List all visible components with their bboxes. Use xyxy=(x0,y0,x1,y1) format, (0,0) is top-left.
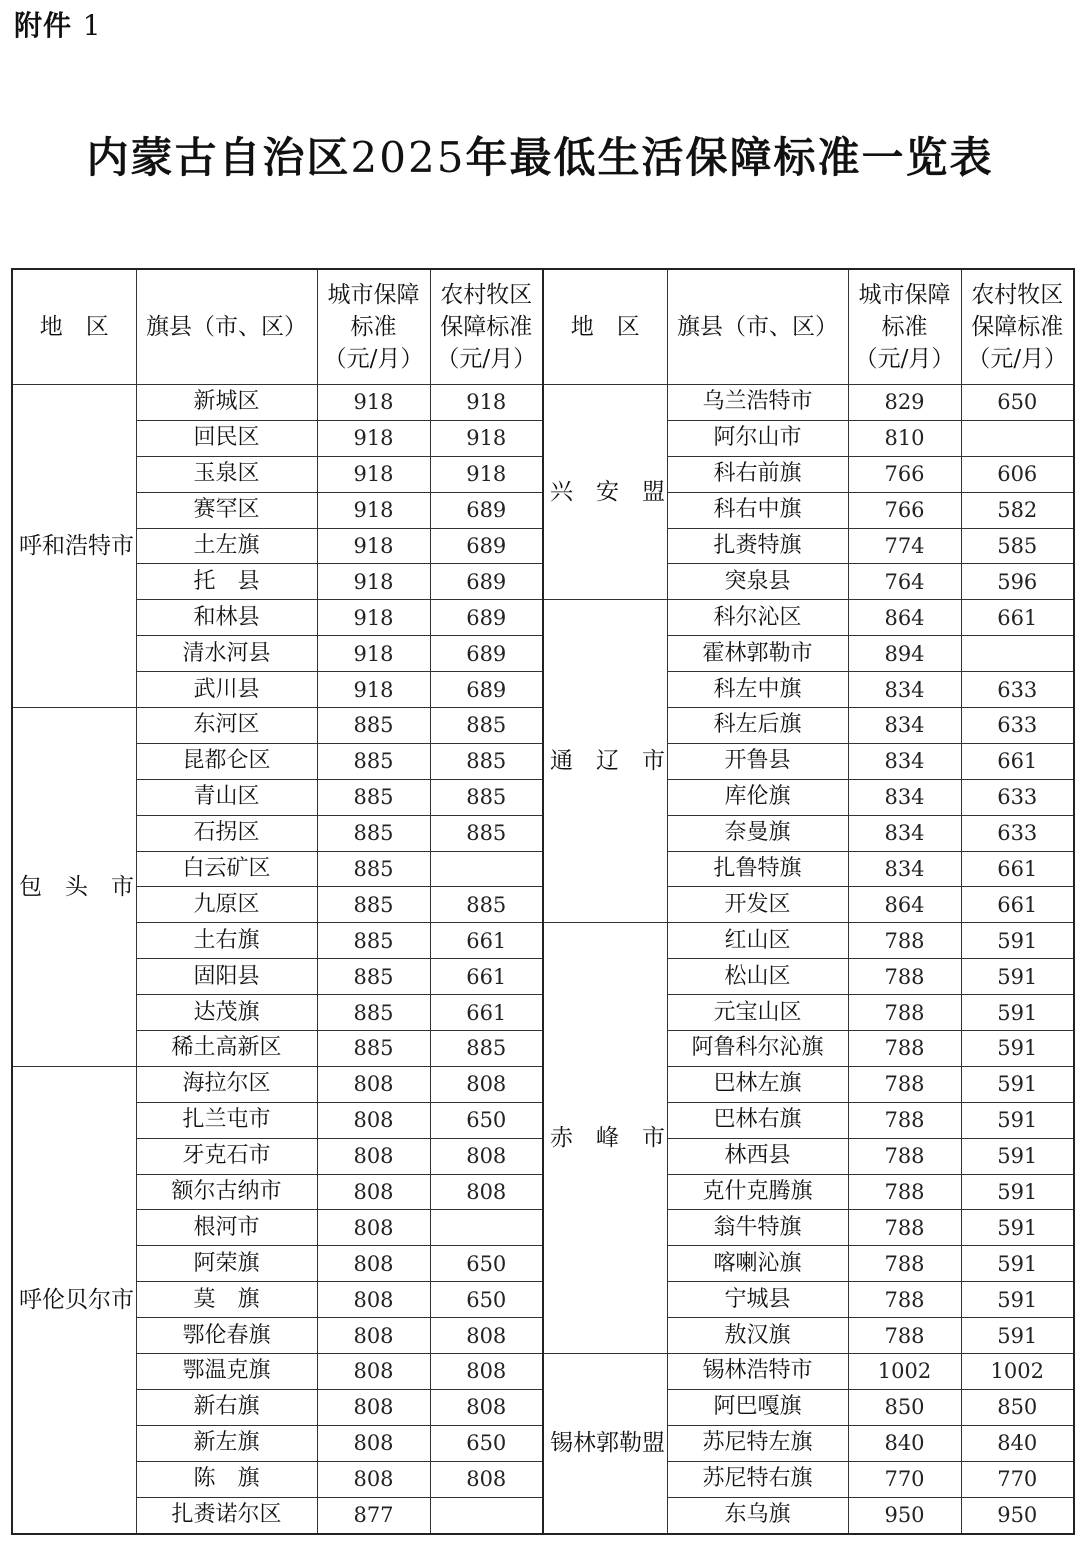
rural-standard-cell: 661 xyxy=(961,600,1074,636)
county-cell: 松山区 xyxy=(667,959,848,995)
county-cell: 巴林右旗 xyxy=(667,1102,848,1138)
urban-standard-cell: 808 xyxy=(317,1174,430,1210)
county-cell: 固阳县 xyxy=(136,959,317,995)
urban-standard-cell: 808 xyxy=(317,1138,430,1174)
rural-standard-cell: 808 xyxy=(430,1354,543,1390)
urban-standard-cell: 918 xyxy=(317,600,430,636)
urban-standard-cell: 788 xyxy=(848,1066,961,1102)
urban-standard-cell: 808 xyxy=(317,1210,430,1246)
urban-standard-cell: 770 xyxy=(848,1461,961,1497)
urban-standard-cell: 885 xyxy=(317,851,430,887)
rural-standard-cell: 808 xyxy=(430,1138,543,1174)
rural-standard-cell: 885 xyxy=(430,815,543,851)
table-row xyxy=(12,385,1074,421)
rural-standard-cell: 633 xyxy=(961,779,1074,815)
urban-standard-cell: 918 xyxy=(317,528,430,564)
rural-standard-cell: 885 xyxy=(430,708,543,744)
county-cell: 阿鲁科尔沁旗 xyxy=(667,1031,848,1067)
county-cell: 土右旗 xyxy=(136,923,317,959)
urban-standard-cell: 918 xyxy=(317,385,430,421)
county-cell: 开发区 xyxy=(667,887,848,923)
urban-standard-cell: 864 xyxy=(848,600,961,636)
county-cell: 巴林左旗 xyxy=(667,1066,848,1102)
rural-standard-cell: 591 xyxy=(961,959,1074,995)
urban-standard-cell: 885 xyxy=(317,1031,430,1067)
county-cell: 达茂旗 xyxy=(136,995,317,1031)
rural-standard-cell: 650 xyxy=(961,385,1074,421)
county-cell: 锡林浩特市 xyxy=(667,1354,848,1390)
region-cell: 呼和浩特市 xyxy=(12,385,136,708)
county-cell: 科左中旗 xyxy=(667,672,848,708)
rural-standard-cell: 950 xyxy=(961,1497,1074,1533)
rural-standard-cell: 840 xyxy=(961,1425,1074,1461)
table-row xyxy=(12,1354,1074,1390)
rural-standard-cell: 689 xyxy=(430,528,543,564)
rural-standard-cell: 591 xyxy=(961,1246,1074,1282)
urban-standard-cell: 788 xyxy=(848,1210,961,1246)
county-cell: 托 县 xyxy=(136,564,317,600)
county-cell: 和林县 xyxy=(136,600,317,636)
rural-standard-cell: 918 xyxy=(430,456,543,492)
county-cell: 扎鲁特旗 xyxy=(667,851,848,887)
rural-standard-cell: 633 xyxy=(961,708,1074,744)
urban-standard-cell: 766 xyxy=(848,456,961,492)
urban-standard-cell: 788 xyxy=(848,923,961,959)
urban-standard-cell: 788 xyxy=(848,1138,961,1174)
county-cell: 扎赉诺尔区 xyxy=(136,1497,317,1533)
county-cell: 开鲁县 xyxy=(667,743,848,779)
rural-standard-cell: 661 xyxy=(430,959,543,995)
header-urban-right: 城市保障 标准 （元/月） xyxy=(848,269,961,385)
rural-standard-cell: 661 xyxy=(430,923,543,959)
rural-standard-cell xyxy=(961,420,1074,456)
header-rural-right: 农村牧区 保障标准 （元/月） xyxy=(961,269,1074,385)
county-cell: 扎兰屯市 xyxy=(136,1102,317,1138)
county-cell: 土左旗 xyxy=(136,528,317,564)
county-cell: 新城区 xyxy=(136,385,317,421)
county-cell: 宁城县 xyxy=(667,1282,848,1318)
county-cell: 新右旗 xyxy=(136,1389,317,1425)
rural-standard-cell: 689 xyxy=(430,672,543,708)
urban-standard-cell: 808 xyxy=(317,1318,430,1354)
county-cell: 鄂温克旗 xyxy=(136,1354,317,1390)
urban-standard-cell: 829 xyxy=(848,385,961,421)
urban-standard-cell: 885 xyxy=(317,887,430,923)
header-county-left: 旗县（市、区） xyxy=(136,269,317,385)
region-cell: 包 头 市 xyxy=(12,708,136,1067)
county-cell: 科右前旗 xyxy=(667,456,848,492)
header-county-right: 旗县（市、区） xyxy=(667,269,848,385)
rural-standard-cell: 591 xyxy=(961,1102,1074,1138)
rural-standard-cell: 885 xyxy=(430,779,543,815)
county-cell: 霍林郭勒市 xyxy=(667,636,848,672)
urban-standard-cell: 894 xyxy=(848,636,961,672)
urban-standard-cell: 885 xyxy=(317,815,430,851)
county-cell: 根河市 xyxy=(136,1210,317,1246)
county-cell: 喀喇沁旗 xyxy=(667,1246,848,1282)
rural-standard-cell: 885 xyxy=(430,887,543,923)
rural-standard-cell: 591 xyxy=(961,1282,1074,1318)
rural-standard-cell: 885 xyxy=(430,743,543,779)
table-row xyxy=(12,600,1074,636)
rural-standard-cell: 808 xyxy=(430,1461,543,1497)
urban-standard-cell: 885 xyxy=(317,923,430,959)
rural-standard-cell: 1002 xyxy=(961,1354,1074,1390)
county-cell: 玉泉区 xyxy=(136,456,317,492)
rural-standard-cell: 591 xyxy=(961,1318,1074,1354)
rural-standard-cell: 885 xyxy=(430,1031,543,1067)
urban-standard-cell: 850 xyxy=(848,1389,961,1425)
urban-standard-cell: 810 xyxy=(848,420,961,456)
header-rural-left: 农村牧区 保障标准 （元/月） xyxy=(430,269,543,385)
rural-standard-cell: 591 xyxy=(961,1210,1074,1246)
urban-standard-cell: 885 xyxy=(317,959,430,995)
rural-standard-cell: 650 xyxy=(430,1102,543,1138)
rural-standard-cell: 808 xyxy=(430,1389,543,1425)
county-cell: 东乌旗 xyxy=(667,1497,848,1533)
rural-standard-cell xyxy=(430,851,543,887)
header-region-right: 地 区 xyxy=(543,269,667,385)
rural-standard-cell xyxy=(430,1210,543,1246)
county-cell: 额尔古纳市 xyxy=(136,1174,317,1210)
rural-standard-cell: 661 xyxy=(961,851,1074,887)
attachment-label: 附件 1 xyxy=(14,9,102,42)
rural-standard-cell: 591 xyxy=(961,1031,1074,1067)
county-cell: 阿巴嘎旗 xyxy=(667,1389,848,1425)
rural-standard-cell: 770 xyxy=(961,1461,1074,1497)
rural-standard-cell: 918 xyxy=(430,420,543,456)
rural-standard-cell: 689 xyxy=(430,492,543,528)
urban-standard-cell: 808 xyxy=(317,1102,430,1138)
county-cell: 牙克石市 xyxy=(136,1138,317,1174)
rural-standard-cell: 633 xyxy=(961,815,1074,851)
county-cell: 科左后旗 xyxy=(667,708,848,744)
county-cell: 苏尼特右旗 xyxy=(667,1461,848,1497)
county-cell: 突泉县 xyxy=(667,564,848,600)
urban-standard-cell: 918 xyxy=(317,492,430,528)
region-cell: 通 辽 市 xyxy=(543,600,667,923)
urban-standard-cell: 918 xyxy=(317,456,430,492)
county-cell: 海拉尔区 xyxy=(136,1066,317,1102)
rural-standard-cell: 808 xyxy=(430,1066,543,1102)
table-row xyxy=(12,923,1074,959)
rural-standard-cell: 606 xyxy=(961,456,1074,492)
rural-standard-cell: 918 xyxy=(430,385,543,421)
urban-standard-cell: 950 xyxy=(848,1497,961,1533)
rural-standard-cell: 650 xyxy=(430,1282,543,1318)
county-cell: 鄂伦春旗 xyxy=(136,1318,317,1354)
urban-standard-cell: 808 xyxy=(317,1425,430,1461)
rural-standard-cell xyxy=(430,1497,543,1533)
county-cell: 莫 旗 xyxy=(136,1282,317,1318)
county-cell: 清水河县 xyxy=(136,636,317,672)
urban-standard-cell: 788 xyxy=(848,1102,961,1138)
county-cell: 新左旗 xyxy=(136,1425,317,1461)
urban-standard-cell: 918 xyxy=(317,420,430,456)
urban-standard-cell: 918 xyxy=(317,564,430,600)
region-cell: 兴 安 盟 xyxy=(543,385,667,600)
county-cell: 库伦旗 xyxy=(667,779,848,815)
urban-standard-cell: 918 xyxy=(317,636,430,672)
rural-standard-cell: 596 xyxy=(961,564,1074,600)
urban-standard-cell: 834 xyxy=(848,672,961,708)
urban-standard-cell: 774 xyxy=(848,528,961,564)
urban-standard-cell: 834 xyxy=(848,708,961,744)
county-cell: 林西县 xyxy=(667,1138,848,1174)
urban-standard-cell: 864 xyxy=(848,887,961,923)
county-cell: 阿荣旗 xyxy=(136,1246,317,1282)
rural-standard-cell: 591 xyxy=(961,1066,1074,1102)
county-cell: 翁牛特旗 xyxy=(667,1210,848,1246)
header-urban-left: 城市保障 标准 （元/月） xyxy=(317,269,430,385)
urban-standard-cell: 808 xyxy=(317,1461,430,1497)
urban-standard-cell: 808 xyxy=(317,1389,430,1425)
county-cell: 敖汉旗 xyxy=(667,1318,848,1354)
county-cell: 科右中旗 xyxy=(667,492,848,528)
county-cell: 东河区 xyxy=(136,708,317,744)
county-cell: 青山区 xyxy=(136,779,317,815)
rural-standard-cell: 808 xyxy=(430,1174,543,1210)
county-cell: 稀土高新区 xyxy=(136,1031,317,1067)
rural-standard-cell xyxy=(961,636,1074,672)
urban-standard-cell: 788 xyxy=(848,1246,961,1282)
region-cell: 呼伦贝尔市 xyxy=(12,1066,136,1533)
urban-standard-cell: 885 xyxy=(317,708,430,744)
rural-standard-cell: 591 xyxy=(961,995,1074,1031)
rural-standard-cell: 582 xyxy=(961,492,1074,528)
urban-standard-cell: 918 xyxy=(317,672,430,708)
rural-standard-cell: 808 xyxy=(430,1318,543,1354)
urban-standard-cell: 808 xyxy=(317,1246,430,1282)
county-cell: 九原区 xyxy=(136,887,317,923)
urban-standard-cell: 1002 xyxy=(848,1354,961,1390)
header-row xyxy=(12,269,1074,385)
subsistence-standard-table xyxy=(11,268,1075,1535)
rural-standard-cell: 650 xyxy=(430,1425,543,1461)
rural-standard-cell: 661 xyxy=(961,887,1074,923)
county-cell: 赛罕区 xyxy=(136,492,317,528)
rural-standard-cell: 689 xyxy=(430,564,543,600)
region-cell: 赤 峰 市 xyxy=(543,923,667,1354)
county-cell: 昆都仑区 xyxy=(136,743,317,779)
county-cell: 红山区 xyxy=(667,923,848,959)
urban-standard-cell: 885 xyxy=(317,779,430,815)
county-cell: 白云矿区 xyxy=(136,851,317,887)
county-cell: 科尔沁区 xyxy=(667,600,848,636)
urban-standard-cell: 766 xyxy=(848,492,961,528)
urban-standard-cell: 834 xyxy=(848,779,961,815)
county-cell: 扎赉特旗 xyxy=(667,528,848,564)
urban-standard-cell: 808 xyxy=(317,1066,430,1102)
urban-standard-cell: 885 xyxy=(317,995,430,1031)
rural-standard-cell: 633 xyxy=(961,672,1074,708)
county-cell: 阿尔山市 xyxy=(667,420,848,456)
rural-standard-cell: 689 xyxy=(430,636,543,672)
header-region-left: 地 区 xyxy=(12,269,136,385)
rural-standard-cell: 689 xyxy=(430,600,543,636)
urban-standard-cell: 764 xyxy=(848,564,961,600)
urban-standard-cell: 834 xyxy=(848,743,961,779)
rural-standard-cell: 585 xyxy=(961,528,1074,564)
urban-standard-cell: 834 xyxy=(848,815,961,851)
urban-standard-cell: 788 xyxy=(848,959,961,995)
rural-standard-cell: 650 xyxy=(430,1246,543,1282)
rural-standard-cell: 850 xyxy=(961,1389,1074,1425)
rural-standard-cell: 661 xyxy=(430,995,543,1031)
urban-standard-cell: 840 xyxy=(848,1425,961,1461)
urban-standard-cell: 788 xyxy=(848,995,961,1031)
county-cell: 石拐区 xyxy=(136,815,317,851)
county-cell: 武川县 xyxy=(136,672,317,708)
county-cell: 回民区 xyxy=(136,420,317,456)
county-cell: 元宝山区 xyxy=(667,995,848,1031)
county-cell: 奈曼旗 xyxy=(667,815,848,851)
county-cell: 乌兰浩特市 xyxy=(667,385,848,421)
page-title: 内蒙古自治区2025年最低生活保障标准一览表 xyxy=(86,133,994,182)
rural-standard-cell: 661 xyxy=(961,743,1074,779)
county-cell: 克什克腾旗 xyxy=(667,1174,848,1210)
urban-standard-cell: 808 xyxy=(317,1354,430,1390)
urban-standard-cell: 788 xyxy=(848,1174,961,1210)
urban-standard-cell: 885 xyxy=(317,743,430,779)
region-cell: 锡林郭勒盟 xyxy=(543,1354,667,1534)
rural-standard-cell: 591 xyxy=(961,923,1074,959)
rural-standard-cell: 591 xyxy=(961,1174,1074,1210)
urban-standard-cell: 788 xyxy=(848,1318,961,1354)
county-cell: 苏尼特左旗 xyxy=(667,1425,848,1461)
urban-standard-cell: 877 xyxy=(317,1497,430,1533)
urban-standard-cell: 834 xyxy=(848,851,961,887)
urban-standard-cell: 788 xyxy=(848,1031,961,1067)
urban-standard-cell: 788 xyxy=(848,1282,961,1318)
county-cell: 陈 旗 xyxy=(136,1461,317,1497)
rural-standard-cell: 591 xyxy=(961,1138,1074,1174)
urban-standard-cell: 808 xyxy=(317,1282,430,1318)
